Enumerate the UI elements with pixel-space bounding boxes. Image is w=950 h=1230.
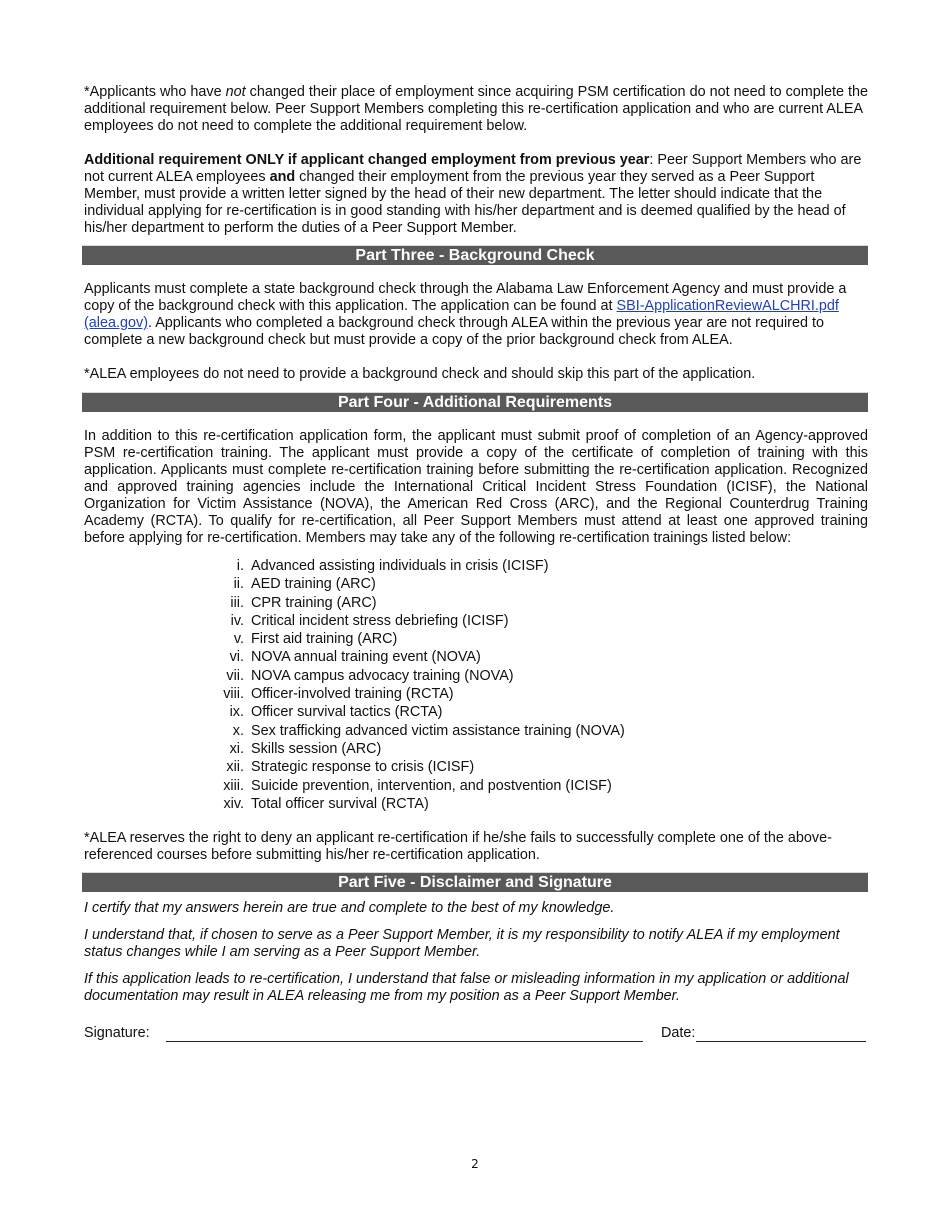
background-check-note: *ALEA employees do not need to provide a background check and should skip this part of the application. bbox=[84, 366, 756, 382]
training-list-item bbox=[84, 630, 868, 648]
misleading-information-statement: If this application leads to re-certification, I understand that false or misleading information in my application or additional documentation may result in ALEA releasing me from my position as a Peer Support Member. bbox=[84, 971, 849, 1005]
training-label: Skills session (ARC) bbox=[251, 740, 382, 757]
list-number: v. bbox=[233, 631, 244, 648]
background-check-paragraph bbox=[84, 281, 868, 349]
background-check-application-link[interactable]: SBI-ApplicationReviewALCHRI.pdf (alea.gov) bbox=[84, 298, 839, 331]
signature-row bbox=[84, 1025, 868, 1047]
section-header-part-five: Part Five - Disclaimer and Signature bbox=[82, 872, 868, 892]
list-number: iv. bbox=[230, 612, 244, 629]
training-list-item bbox=[84, 594, 868, 612]
employment-note-emphasis: not bbox=[225, 84, 246, 100]
training-label: Officer survival tactics (RCTA) bbox=[251, 704, 443, 721]
training-list-item bbox=[84, 740, 868, 758]
list-number: ii. bbox=[233, 576, 244, 593]
training-list bbox=[84, 557, 868, 813]
additional-requirement-text-1: : Peer Support Members who are not current ALEA employees bbox=[84, 152, 862, 185]
training-label: NOVA campus advocacy training (NOVA) bbox=[251, 667, 514, 684]
signature-label: Signature: bbox=[84, 1025, 150, 1042]
training-label: CPR training (ARC) bbox=[251, 594, 377, 611]
training-label: Advanced assisting individuals in crisis (ICISF) bbox=[251, 558, 549, 574]
certification-statement: I certify that my answers herein are true and complete to the best of my knowledge. bbox=[84, 900, 615, 917]
training-list-item bbox=[84, 612, 868, 630]
training-label: Officer-involved training (RCTA) bbox=[251, 686, 454, 703]
list-number: vi. bbox=[229, 649, 244, 666]
list-number: xiv. bbox=[223, 795, 244, 812]
training-list-item bbox=[84, 795, 868, 813]
signature-field[interactable] bbox=[166, 1041, 643, 1042]
employment-note-prefix: *Applicants who have bbox=[84, 84, 226, 100]
list-number: xi. bbox=[229, 740, 244, 757]
list-number: iii. bbox=[230, 594, 244, 611]
background-check-text-after-link: . Applicants who completed a background check through ALEA within the previous year are not required to complete a new background check but must provide a copy of the prior background check from ALEA. bbox=[84, 315, 824, 348]
background-check-text: Applicants must complete a state background check through the Alabama Law Enforcement Agency and must provide a copy of the background check with this application. The application can be found at bbox=[84, 281, 847, 314]
list-number: ix. bbox=[229, 704, 244, 721]
training-requirement-note: *ALEA reserves the right to deny an applicant re-certification if he/she fails to successfully complete one of the above-referenced courses before submitting his/her re-certification application. bbox=[84, 830, 832, 864]
training-label: Sex trafficking advanced victim assistance training (NOVA) bbox=[251, 722, 625, 739]
training-label: Critical incident stress debriefing (ICISF) bbox=[251, 612, 509, 629]
list-number: xii. bbox=[226, 759, 244, 776]
additional-requirement-paragraph bbox=[84, 152, 868, 237]
training-list-item bbox=[84, 758, 868, 776]
page-number: 2 bbox=[471, 1157, 479, 1171]
training-label: Total officer survival (RCTA) bbox=[251, 795, 429, 812]
training-label: NOVA annual training event (NOVA) bbox=[251, 649, 481, 666]
training-list-item bbox=[84, 648, 868, 666]
list-number: x. bbox=[232, 722, 244, 739]
training-list-item bbox=[84, 703, 868, 721]
training-list-item bbox=[84, 667, 868, 685]
date-label: Date: bbox=[661, 1025, 696, 1042]
employment-note bbox=[84, 84, 868, 135]
training-label: AED training (ARC) bbox=[251, 576, 376, 593]
training-list-item bbox=[84, 685, 868, 703]
list-number: i. bbox=[236, 558, 244, 574]
employment-note-suffix: changed their place of employment since acquiring PSM certification do not need to complete the additional requirement below. Peer Support Members completing this re-certification application and who are current ALEA employees do not need to complete the additional requirement below. bbox=[84, 84, 868, 134]
section-header-part-three: Part Three - Background Check bbox=[82, 245, 868, 265]
additional-requirements-intro: In addition to this re-certification application form, the applicant must submit proof of completion of an Agency-approved PSM re-certification training. The applicant must provide a copy of the certificate of completion of training with this application. Applicants must complete re-certification training before submitting the re-certification application. Recognized and approved training agencies include the International Critical Incident Stress Foundation (ICISF), the National Organization for Victim Assistance (NOVA), the American Red Cross (ARC), and the Regional Counterdrug Training Academy (RCTA). To qualify for re-certification, all Peer Support Members must attend at least one approved training before applying for re-certification. Members may take any of the following re-certification trainings listed below: bbox=[84, 428, 868, 546]
training-label: First aid training (ARC) bbox=[251, 631, 398, 648]
additional-requirement-text-2: changed their employment from the previous year they served as a Peer Support Member, must provide a written letter signed by the head of their new department. The letter should indicate that the individual applying for re-certification is in good standing with his/her department and is deemed qualified by the head of his/her department to perform the duties of a Peer Support Member. bbox=[84, 169, 846, 236]
date-field[interactable] bbox=[696, 1041, 866, 1042]
additional-requirement-heading: Additional requirement ONLY if applicant changed employment from previous year bbox=[84, 152, 650, 168]
list-number: vii. bbox=[226, 667, 244, 684]
list-number: viii. bbox=[223, 686, 244, 703]
training-list-item bbox=[84, 777, 868, 795]
document-page bbox=[84, 84, 868, 1047]
training-label: Suicide prevention, intervention, and postvention (ICISF) bbox=[251, 777, 612, 794]
training-list-item bbox=[84, 557, 868, 575]
notification-statement: I understand that, if chosen to serve as a Peer Support Member, it is my responsibility to notify ALEA if my employment status changes while I am serving as a Peer Support Member. bbox=[84, 927, 840, 961]
training-list-item bbox=[84, 722, 868, 740]
training-list-item bbox=[84, 575, 868, 593]
additional-requirement-and: and bbox=[269, 169, 296, 185]
training-label: Strategic response to crisis (ICISF) bbox=[251, 759, 475, 776]
list-number: xiii. bbox=[223, 777, 244, 794]
section-header-part-four: Part Four - Additional Requirements bbox=[82, 392, 868, 412]
